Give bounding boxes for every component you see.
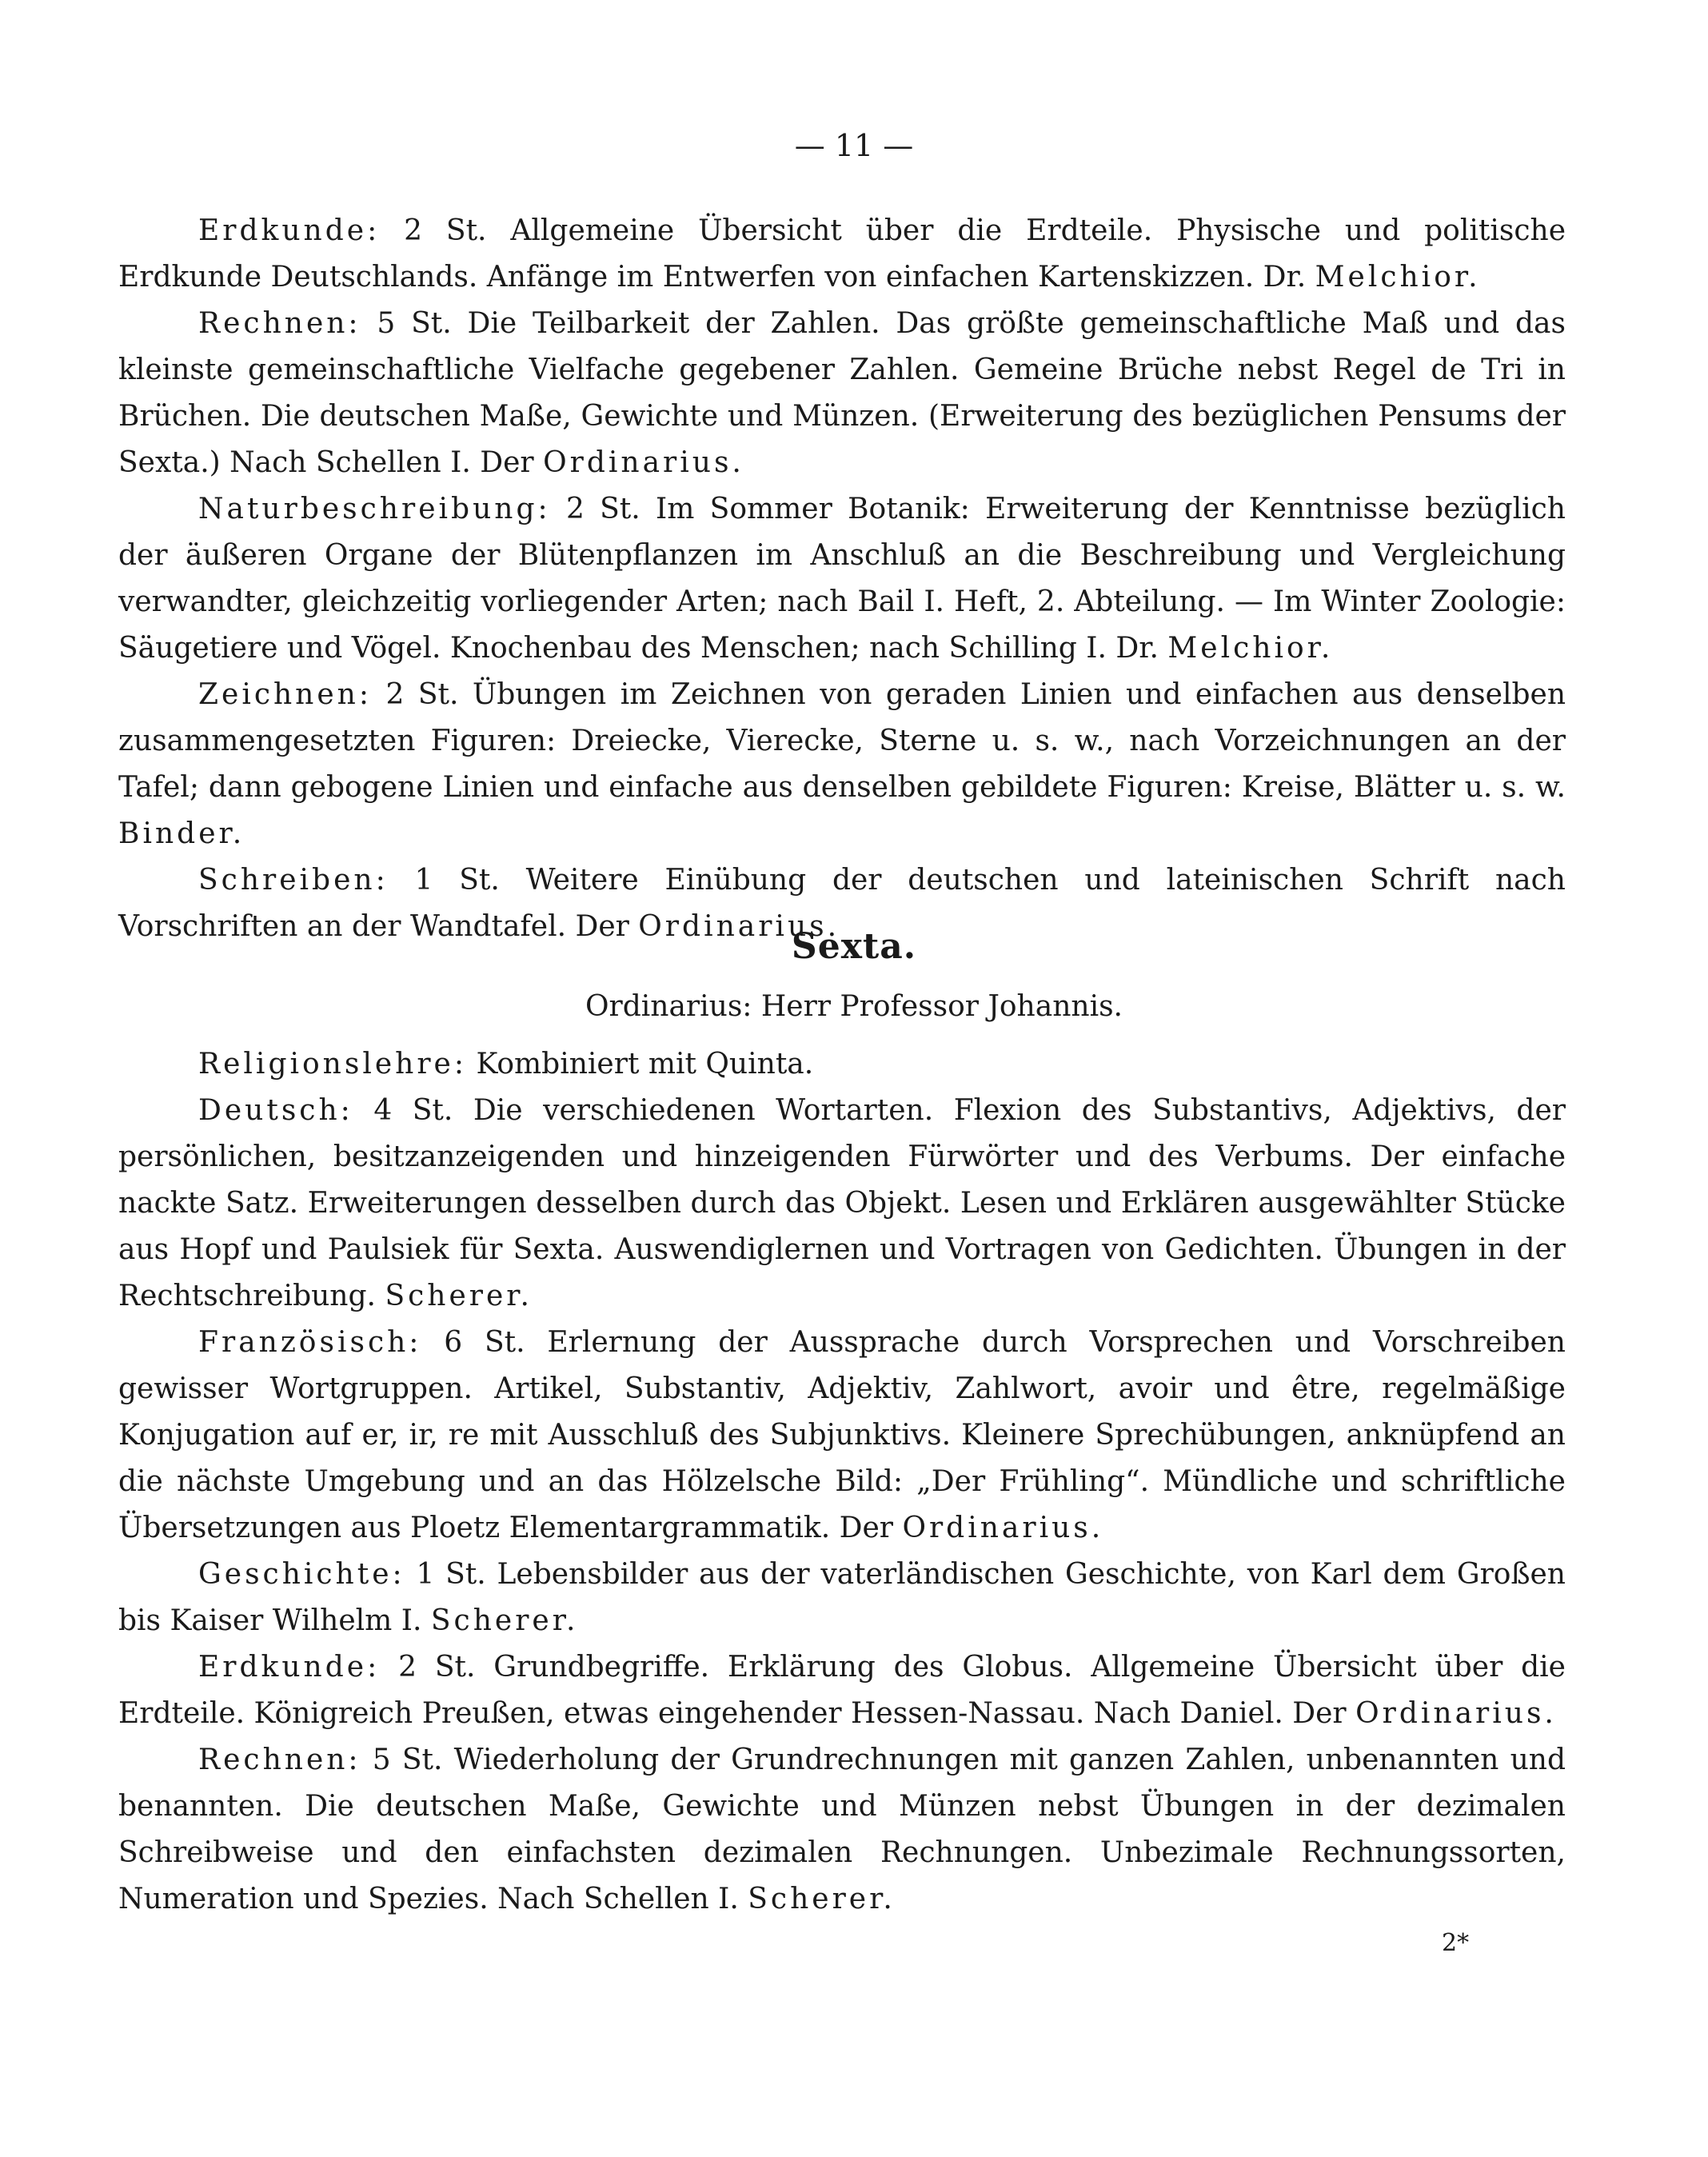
- teacher-name: Binder.: [118, 817, 245, 850]
- quinta-entry-naturbeschreibung: [118, 486, 1566, 672]
- entry-text: 5 St. Wiederholung der Grundrechnungen mit ganzen Zahlen, unbenannten und benannten. Die deutschen Maße, Gewichte und Münzen nebst Übungen in der dezimalen Schreibweise und den einfachsten dezimalen Rechnungen. Unbezimale Rechnungssorten, Numeration und Spezies. Nach Schellen I.: [118, 1744, 1566, 1915]
- quinta-entry-zeichnen: [118, 672, 1566, 857]
- quinta-entry-erdkunde: [118, 208, 1566, 301]
- entry-text: 1 St. Lebensbilder aus der vaterländischen Geschichte, von Karl dem Großen bis Kaiser Wilhelm I.: [118, 1558, 1566, 1637]
- subject-label: Erdkunde:: [198, 214, 381, 247]
- subject-label: Deutsch:: [198, 1094, 353, 1127]
- subject-label: Schreiben:: [198, 864, 389, 897]
- entry-text: 2 St. Übungen im Zeichnen von geraden Linien und einfachen aus denselben zusammengesetzten Figuren: Dreiecke, Vierecke, Sterne u. s. w., nach Vorzeichnungen an der Tafel; dann gebogene Linien und einfache aus denselben gebildete Figuren: Kreise, Blätter u. s. w.: [118, 678, 1566, 804]
- sexta-section: [118, 1041, 1566, 1923]
- subject-label: Geschichte:: [198, 1558, 405, 1591]
- quinta-section: [118, 208, 1566, 950]
- page-number: — 11 —: [794, 128, 914, 163]
- teacher-name: Melchior.: [1167, 632, 1334, 665]
- subject-label: Erdkunde:: [198, 1651, 381, 1684]
- sexta-heading: Sexta.: [791, 926, 917, 967]
- sexta-ordinarius-line: Ordinarius: Herr Professor Johannis.: [585, 990, 1123, 1023]
- subject-label: Naturbeschreibung:: [198, 493, 551, 525]
- entry-text: 5 St. Die Teilbarkeit der Zahlen. Das größte gemeinschaftliche Maß und das kleinste gemeinschaftliche Vielfache gegebener Zahlen. Gemeine Brüche nebst Regel de Tri in Brüchen. Die deutschen Maße, Gewichte und Münzen. (Erweiterung des bezüglichen Pensums der Sexta.) Nach Schellen I. Der: [118, 307, 1566, 479]
- teacher-name: Ordinarius.: [902, 1512, 1104, 1544]
- teacher-name: Ordinarius.: [543, 446, 744, 479]
- entry-text: 4 St. Die verschiedenen Wortarten. Flexion des Substantivs, Adjektivs, der persönlichen, besitzanzeigenden und hinzeigenden Fürwörter und des Verbums. Der einfache nackte Satz. Erweiterungen desselben durch das Objekt. Lesen und Erklären ausgewählter Stücke aus Hopf und Paulsiek für Sexta. Auswendiglernen und Vortragen von Gedichten. Übungen in der Rechtschreibung.: [118, 1094, 1566, 1312]
- sexta-entry-franzoesisch: [118, 1320, 1566, 1552]
- entry-text: 6 St. Erlernung der Aussprache durch Vorsprechen und Vorschreiben gewisser Wortgruppen. Artikel, Substantiv, Adjektiv, Zahlwort, avoir und être, regelmäßige Konjugation auf er, ir, re mit Ausschluß des Subjunktivs. Kleinere Sprechübungen, anknüpfend an die nächste Umgebung und an das Hölzelsche Bild: „Der Frühling“. Mündliche und schriftliche Übersetzungen aus Ploetz Elementargrammatik. Der: [118, 1326, 1566, 1544]
- entry-text: 2 St. Allgemeine Übersicht über die Erdteile. Physische und politische Erdkunde Deutschlands. Anfänge im Entwerfen von einfachen Kartenskizzen. Dr.: [118, 214, 1566, 294]
- teacher-name: Scherer.: [430, 1604, 579, 1637]
- teacher-name: Scherer.: [748, 1883, 896, 1915]
- subject-label: Rechnen:: [198, 1744, 361, 1776]
- quinta-entry-rechnen: [118, 301, 1566, 486]
- subject-label: Französisch:: [198, 1326, 422, 1359]
- teacher-name: Melchior.: [1315, 261, 1481, 294]
- entry-text: Kombiniert mit Quinta.: [476, 1048, 814, 1080]
- subject-label: Religionslehre:: [198, 1048, 467, 1080]
- entry-text: 2 St. Im Sommer Botanik: Erweiterung der Kenntnisse bezüglich der äußeren Organe der Blütenpflanzen im Anschluß an die Beschreibung und Vergleichung verwandter, gleichzeitig vorliegender Arten; nach Bail I. Heft, 2. Abteilung. — Im Winter Zoologie: Säugetiere und Vögel. Knochenbau des Menschen; nach Schilling I. Dr.: [118, 493, 1566, 665]
- entry-text: 1 St. Weitere Einübung der deutschen und lateinischen Schrift nach Vorschriften an der Wandtafel. Der: [118, 864, 1566, 943]
- sexta-entry-erdkunde: [118, 1644, 1566, 1737]
- sexta-entry-deutsch: [118, 1088, 1566, 1320]
- sexta-entry-religionslehre: [118, 1041, 1566, 1088]
- signature-mark: 2*: [1442, 1929, 1470, 1957]
- sexta-entry-geschichte: [118, 1552, 1566, 1644]
- teacher-name: Ordinarius.: [638, 910, 840, 943]
- subject-label: Zeichnen:: [198, 678, 372, 711]
- teacher-name: Scherer.: [385, 1280, 533, 1312]
- subject-label: Rechnen:: [198, 307, 361, 340]
- sexta-entry-rechnen: [118, 1737, 1566, 1923]
- entry-text: 2 St. Grundbegriffe. Erklärung des Globus. Allgemeine Übersicht über die Erdteile. Königreich Preußen, etwas eingehender Hessen-Nassau. Nach Daniel. Der: [118, 1651, 1566, 1730]
- teacher-name: Ordinarius.: [1355, 1697, 1557, 1730]
